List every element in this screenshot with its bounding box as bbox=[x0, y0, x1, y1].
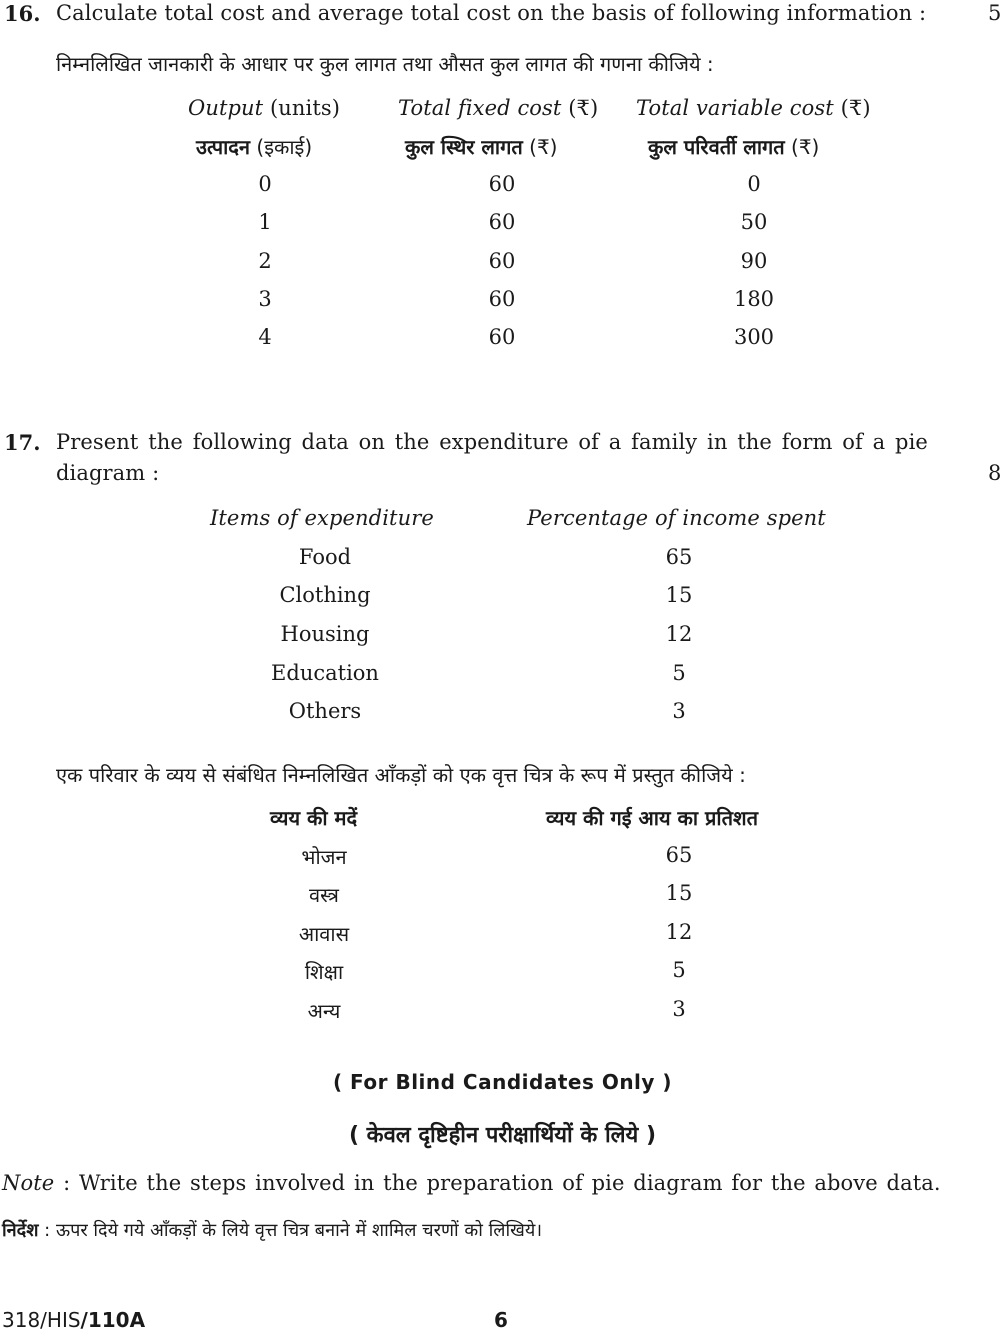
note-hi bbox=[2, 1218, 542, 1242]
q16-cell-tvc: 300 bbox=[733, 325, 775, 349]
q16-header-tfc-hi bbox=[405, 133, 557, 160]
q17-en-percent: 5 bbox=[672, 661, 686, 685]
q16-cell-tvc: 90 bbox=[740, 249, 768, 273]
q16-cell-tvc: 0 bbox=[747, 172, 761, 196]
q16-cell-tvc: 50 bbox=[740, 210, 768, 234]
q16-header-output-en bbox=[188, 96, 340, 120]
q17-header-items-hi: व्यय की मदें bbox=[270, 806, 358, 830]
q16-cell-tfc: 60 bbox=[488, 249, 516, 273]
q16-cell-tfc: 60 bbox=[488, 210, 516, 234]
q17-hi-percent: 65 bbox=[665, 843, 693, 867]
q16-header-tvc-hi-bold: कुल परिवर्ती लागत bbox=[648, 135, 785, 159]
q17-text-en-line2: diagram : bbox=[56, 461, 160, 485]
paper-code-bold: /110A bbox=[80, 1308, 146, 1332]
blind-candidates-heading-hi: ( केवल दृष्टिहीन परीक्षार्थियों के लिये ) bbox=[348, 1123, 657, 1148]
q16-cell-tfc: 60 bbox=[488, 287, 516, 311]
q16-text-hi: निम्नलिखित जानकारी के आधार पर कुल लागत तथा औसत कुल लागत की गणना कीजिये : bbox=[56, 52, 714, 76]
q17-en-percent: 12 bbox=[665, 622, 693, 646]
q17-hi-item: भोजन bbox=[301, 845, 347, 869]
q16-header-tvc-en bbox=[636, 96, 871, 120]
q16-header-tfc-hi-rest: (₹) bbox=[522, 135, 558, 159]
q17-en-percent: 3 bbox=[672, 699, 686, 723]
q17-en-percent: 15 bbox=[665, 583, 693, 607]
q17-hi-item: शिक्षा bbox=[304, 960, 344, 984]
q16-cell-output: 4 bbox=[258, 325, 272, 349]
q16-cell-output: 1 bbox=[258, 210, 272, 234]
q17-header-items-en: Items of expenditure bbox=[210, 506, 434, 530]
q16-cell-tvc: 180 bbox=[733, 287, 775, 311]
q16-header-tvc-hi-rest: (₹) bbox=[784, 135, 820, 159]
paper-code bbox=[2, 1308, 145, 1332]
q16-number: 16. bbox=[4, 1, 41, 26]
q17-en-percent: 65 bbox=[665, 545, 693, 569]
q17-number: 17. bbox=[4, 430, 41, 455]
q17-hi-item: अन्य bbox=[307, 999, 341, 1023]
note-label-en: Note bbox=[2, 1171, 55, 1195]
note-label-hi: निर्देश bbox=[2, 1220, 39, 1241]
note-text-hi: : ऊपर दिये गये आँकड़ों के लिये वृत्त चित्र बनाने में शामिल चरणों को लिखिये। bbox=[38, 1220, 543, 1241]
paper-code-plain: 318/HIS bbox=[2, 1308, 81, 1332]
q17-text-en-line1: Present the following data on the expenditure of a family in the form of a pie bbox=[56, 430, 928, 454]
q17-en-item: Others bbox=[288, 699, 362, 723]
q16-header-output-hi-rest: (इकाई) bbox=[250, 135, 313, 159]
q17-marks: 8 bbox=[988, 461, 1002, 485]
q17-header-percent-en: Percentage of income spent bbox=[527, 506, 826, 530]
q17-header-percent-hi: व्यय की गई आय का प्रतिशत bbox=[546, 806, 759, 830]
q17-hi-percent: 15 bbox=[665, 881, 693, 905]
q16-cell-output: 3 bbox=[258, 287, 272, 311]
q16-cell-output: 0 bbox=[258, 172, 272, 196]
q16-header-tfc-hi-bold: कुल स्थिर लागत bbox=[405, 135, 523, 159]
q17-hi-percent: 3 bbox=[672, 997, 686, 1021]
q17-en-item: Education bbox=[271, 661, 379, 685]
q16-header-tvc-en-rest: (₹) bbox=[833, 96, 871, 120]
q17-en-item: Housing bbox=[280, 622, 370, 646]
q17-text-hi: एक परिवार के व्यय से संबंधित निम्नलिखित आँकड़ों को एक वृत्त चित्र के रूप में प्रस्तुत कीजिये : bbox=[56, 763, 746, 787]
note-en bbox=[2, 1171, 941, 1195]
q16-cell-tfc: 60 bbox=[488, 325, 516, 349]
q17-hi-percent: 5 bbox=[672, 958, 686, 982]
q16-header-output-en-rest: (units) bbox=[263, 96, 341, 120]
q17-hi-item: आवास bbox=[298, 922, 350, 946]
q16-cell-output: 2 bbox=[258, 249, 272, 273]
note-text-en: : Write the steps involved in the preparation of pie diagram for the above data. bbox=[54, 1171, 941, 1195]
q16-header-tfc-en-rest: (₹) bbox=[561, 96, 599, 120]
q16-header-output-hi-bold: उत्पादन bbox=[196, 135, 251, 159]
q16-header-tfc-en bbox=[398, 96, 598, 120]
q16-marks: 5 bbox=[988, 1, 1002, 25]
q17-en-item: Clothing bbox=[279, 583, 371, 607]
page-number: 6 bbox=[494, 1308, 508, 1332]
q16-header-tfc-en-italic: Total fixed cost bbox=[398, 96, 562, 120]
q16-header-output-hi bbox=[196, 133, 312, 160]
q16-cell-tfc: 60 bbox=[488, 172, 516, 196]
q17-hi-percent: 12 bbox=[665, 920, 693, 944]
q16-header-tvc-en-italic: Total variable cost bbox=[636, 96, 834, 120]
q17-en-item: Food bbox=[298, 545, 352, 569]
blind-candidates-heading-en: ( For Blind Candidates Only ) bbox=[332, 1070, 673, 1094]
q16-header-output-en-italic: Output bbox=[188, 96, 264, 120]
q17-hi-item: वस्त्र bbox=[309, 883, 339, 907]
q16-text-en: Calculate total cost and average total cost on the basis of following information : bbox=[56, 1, 927, 25]
q16-header-tvc-hi bbox=[648, 133, 819, 160]
